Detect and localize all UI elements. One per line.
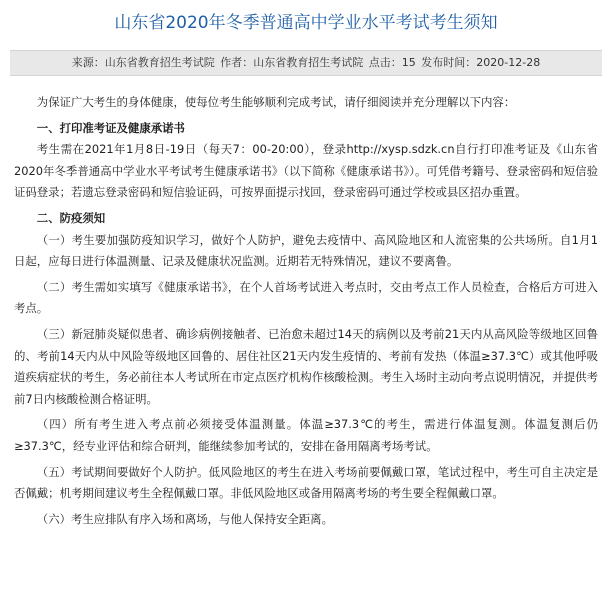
section-heading-print: 一、打印准考证及健康承诺书 xyxy=(36,120,185,135)
meta-source: 来源：山东省教育招生考试院 xyxy=(71,56,215,69)
intro-paragraph: 为保证广大考生的身体健康，使每位考生能够顺利完成考试，请仔细阅读并充分理解以下内容： xyxy=(36,95,516,109)
epidemic-item-5: （五）考试期间要做好个人防护。低风险地区的考生在进入考场前要佩戴口罩，笔试过程中，考生可自主决定是否佩戴；机考期间建议考生全程佩戴口罩。非低风险地区或备用隔离考场的考生要全程佩戴口罩。 xyxy=(14,464,598,501)
section-paragraph-print: 考生需在2021年1月8日-19日（每天7：00-20:00），登录http://xysp.sdzk.cn自行打印准考证及《山东省2020年冬季普通高中学业水平考试考生健康承诺书》（以下简称《健康承诺书》）。可凭借考籍号、登录密码和短信验证码登录；若遗忘登录密码和短信验证码，可按界面提示找回，登录密码可通过学校或县区招办重置。 xyxy=(14,142,598,200)
epidemic-item-2: （二）考生需如实填写《健康承诺书》，在个人首场考试进入考点时，交由考点工作人员检查，合格后方可进入考点。 xyxy=(14,279,598,316)
meta-author: 作者：山东省教育招生考试院 xyxy=(220,56,364,69)
epidemic-item-3: （三）新冠肺炎疑似患者、确诊病例接触者、已治愈未超过14天的病例以及考前21天内从高风险等级地区回鲁的、考前14天内从中风险等级地区回鲁的、居住社区21天内发生疫情的、考前有发热（体温≥37.3℃）或其他呼吸道疾病症状的考生，务必前往本人考试所在市定点医疗机构作核酸检测。考生入场时主动向考点说明情况，并提供考前7日内核酸检测合格证明。 xyxy=(14,326,598,406)
article-meta-bar xyxy=(10,50,602,76)
epidemic-item-4: （四）所有考生进入考点前必须接受体温测量。体温≥37.3℃的考生，需进行体温复测。体温复测后仍≥37.3℃，经专业评估和综合研判，能继续参加考试的，安排在备用隔离考场考试。 xyxy=(14,417,598,453)
meta-publish-time: 发布时间：2020-12-28 xyxy=(421,56,541,69)
article-content xyxy=(14,92,598,534)
epidemic-item-6: （六）考生应排队有序入场和离场，与他人保持安全距离。 xyxy=(36,511,333,526)
section-heading-epidemic: 二、防疫须知 xyxy=(36,210,106,225)
meta-clicks: 点击：15 xyxy=(368,56,416,69)
page-title: 山东省2020年冬季普通高中学业水平考试考生须知 xyxy=(114,13,498,33)
epidemic-item-1: （一）考生要加强防疫知识学习，做好个人防护，避免去疫情中、高风险地区和人流密集的公共场所。自1月1日起，应每日进行体温测量、记录及健康状况监测。近期若无特殊情况，建议不要离鲁。 xyxy=(14,232,598,269)
